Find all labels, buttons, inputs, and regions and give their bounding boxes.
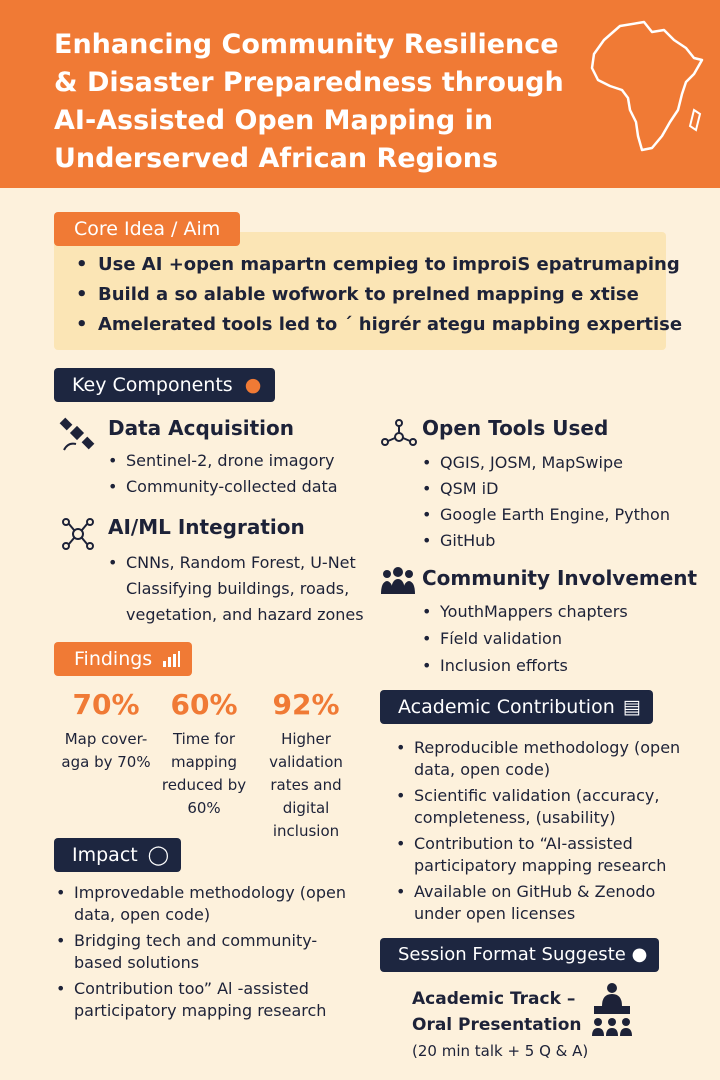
list-item: • Scientific validation (accuracy, completeness, (usability) (396, 785, 706, 829)
list-item: • Available on GitHub & Zenodo under open licenses (396, 881, 706, 925)
list-item: • QGIS, JOSM, MapSwipe (422, 450, 712, 476)
community-list (422, 598, 712, 679)
impact-list (56, 882, 356, 1026)
community-title: Community Involvement (422, 566, 698, 590)
title-line: Enhancing Community Resilience (54, 29, 559, 60)
list-item: • CNNs, Random Forest, U-Net Classifying buildings, roads, vegetation, and hazard zones (108, 550, 373, 628)
list-item: • Build a so alable wofwork to prelned mapping e xtise (76, 280, 666, 310)
list-item: • Community-collected data (108, 476, 378, 498)
stat-description: Time for mapping reduced by 60% (161, 730, 247, 817)
open-tools-title: Open Tools Used (422, 416, 609, 440)
session-label (380, 938, 659, 972)
impact-text: Impact (72, 844, 138, 866)
findings-text: Findings (74, 648, 153, 670)
microphone-icon: ● (631, 944, 648, 965)
title-line: & Disaster Preparedness through (54, 67, 564, 98)
list-item: • Contribution to “AI-assisted participatory mapping research (396, 833, 706, 877)
session-track: Academic Track – (412, 989, 576, 1009)
list-item: • QSM iD (422, 476, 712, 502)
findings-label (54, 642, 192, 676)
open-tools-list (422, 450, 712, 554)
ai-ml-list (108, 550, 373, 632)
stat-description: Higher validation rates and digital inclusion (269, 730, 343, 840)
session-details (412, 986, 582, 1038)
key-components-text: Key Components (72, 374, 233, 396)
list-item: • Use AI +open mapartn cempieg to improiS epatrumaping (76, 250, 666, 280)
session-duration: (20 min talk + 5 Q & A) (412, 1042, 589, 1060)
stat-value: 70% (72, 688, 140, 721)
bulb-icon: ● (244, 374, 262, 396)
stat-description: Map cover- aga by 70% (61, 730, 151, 771)
globe-icon: ◯ (147, 844, 170, 866)
title-line: Underserved African Regions (54, 143, 499, 174)
list-item: • Inclusion efforts (422, 652, 712, 679)
list-item: • YouthMappers chapters (422, 598, 712, 625)
academic-text: Academic Contribution (398, 696, 615, 718)
presenter-icon (588, 982, 636, 1038)
core-idea-list (76, 250, 683, 340)
ai-ml-title: AI/ML Integration (108, 515, 305, 539)
list-item: • Contribution too” Al -assisted participatory mapping research (56, 978, 356, 1022)
bar-chart-icon (162, 651, 180, 667)
list-item: • Bridging tech and community- based solutions (56, 930, 356, 974)
list-item: • Amelerated tools led to ´ higrér ategu mapbing expertise (76, 310, 666, 340)
stat-value: 60% (170, 688, 238, 721)
data-acquisition-title: Data Acquisition (108, 416, 295, 440)
people-group-icon (380, 566, 416, 596)
list-item: • Reproducible methodology (open data, open code) (396, 737, 706, 781)
africa-map-icon (582, 18, 712, 158)
page-title (54, 26, 574, 178)
academic-list (396, 737, 706, 929)
list-item: • Sentinel-2, drone imagory (108, 450, 378, 472)
data-acquisition-list (108, 450, 378, 502)
satellite-icon (58, 414, 98, 454)
core-idea-label: Core Idea / Aim (54, 212, 240, 246)
key-components-label (54, 368, 275, 402)
list-item: • Improvedable methodology (open data, open code) (56, 882, 356, 926)
list-item: • Google Earth Engine, Python (422, 502, 712, 528)
session-text: Session Format Suggeste (398, 944, 626, 965)
impact-label (54, 838, 181, 872)
neural-network-icon (58, 514, 98, 554)
academic-label (380, 690, 653, 724)
stat-value: 92% (272, 688, 340, 721)
session-format: Oral Presentation (412, 1015, 582, 1035)
network-nodes-icon (380, 418, 418, 456)
title-line: AI-Assisted Open Mapping in (54, 105, 494, 136)
list-item: • Fíeld validation (422, 625, 712, 652)
book-icon: ▤ (622, 696, 641, 718)
list-item: • GitHub (422, 528, 712, 554)
